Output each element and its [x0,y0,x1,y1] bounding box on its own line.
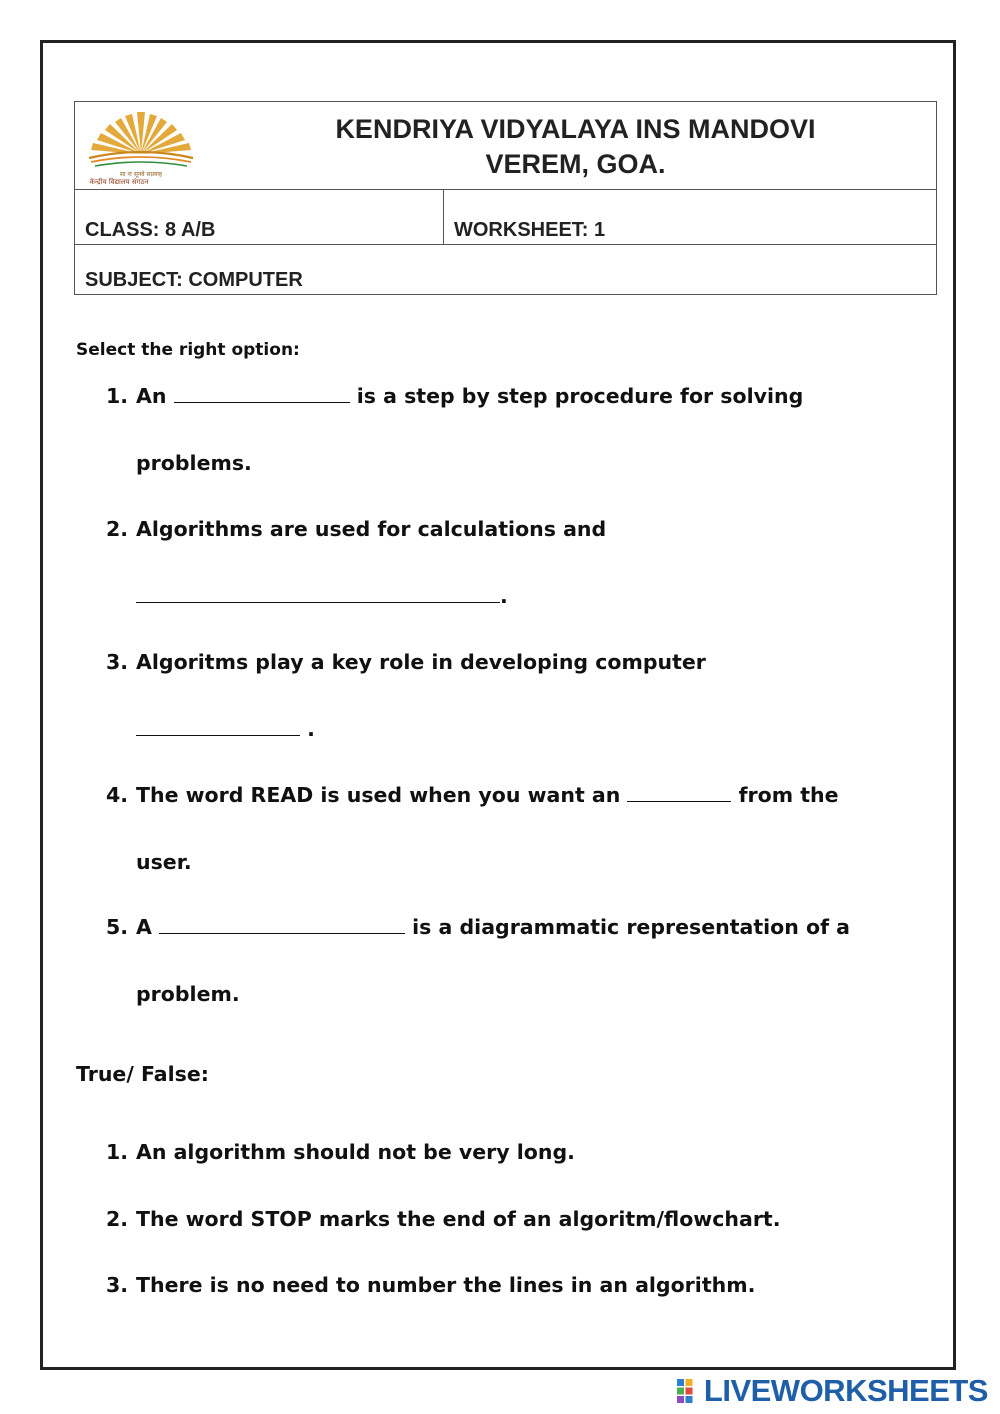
section-heading-true-false: True/ False: [76,1062,209,1086]
header-table [74,101,937,295]
worksheet-cell: WORKSHEET: 1 [444,190,937,245]
brand-text: LIVEWORKSHEETS [703,1373,988,1408]
question-text-post: is a step by step procedure for solving [356,384,804,408]
true-false-item-3[interactable] [106,1273,755,1297]
question-1 [106,384,803,408]
answer-blank[interactable] [136,717,300,736]
question-end: . [500,584,508,608]
question-number: 2. [106,517,129,541]
class-cell: CLASS: 8 A/B [75,190,444,245]
question-number: 3. [106,650,129,674]
kvs-logo [79,106,203,186]
question-text: Algoritms play a key role in developing computer [136,650,706,674]
question-text-pre: An [136,384,167,408]
question-5-continuation: problem. [136,982,240,1006]
logo-caption-2: केन्द्रीय विद्यालय संगठन [89,178,149,186]
question-text-post: is a diagrammatic representation of a [412,915,850,939]
answer-blank[interactable] [159,915,405,934]
question-3 [106,650,706,674]
true-false-item-1[interactable] [106,1140,575,1164]
question-text-pre: The word READ is used when you want an [136,783,621,807]
answer-blank[interactable] [627,783,731,802]
question-2 [106,517,606,541]
liveworksheets-logo-icon [676,1378,702,1404]
title-cell [75,102,937,190]
question-3-continuation [136,717,315,741]
item-text: The word STOP marks the end of an algoritm/flowchart. [136,1207,781,1231]
logo-caption-1: सा नः सूनवे सप्रयक् [119,171,163,178]
true-false-item-2[interactable] [106,1207,781,1231]
item-text: There is no need to number the lines in an algorithm. [136,1273,756,1297]
question-5 [106,915,850,939]
school-name: KENDRIYA VIDYALAYA INS MANDOVI [335,114,816,144]
question-text: Algorithms are used for calculations and [136,517,607,541]
question-4 [106,783,839,807]
question-4-continuation: user. [136,850,192,874]
item-number: 1. [106,1140,129,1164]
item-number: 3. [106,1273,129,1297]
question-number: 4. [106,783,129,807]
item-number: 2. [106,1207,129,1231]
question-number: 1. [106,384,129,408]
school-location: VEREM, GOA. [485,149,666,179]
section-heading-fill-blanks: Select the right option: [76,340,300,360]
question-number: 5. [106,915,129,939]
question-text-pre: A [136,915,152,939]
question-2-continuation [136,584,508,608]
question-text-post: from the [738,783,839,807]
school-title [215,112,936,182]
answer-blank[interactable] [136,584,500,603]
liveworksheets-brand[interactable] [676,1374,988,1408]
subject-cell: SUBJECT: COMPUTER [75,245,937,295]
item-text: An algorithm should not be very long. [136,1140,575,1164]
question-1-continuation: problems. [136,451,252,475]
question-end: . [307,717,315,741]
answer-blank[interactable] [174,384,350,403]
